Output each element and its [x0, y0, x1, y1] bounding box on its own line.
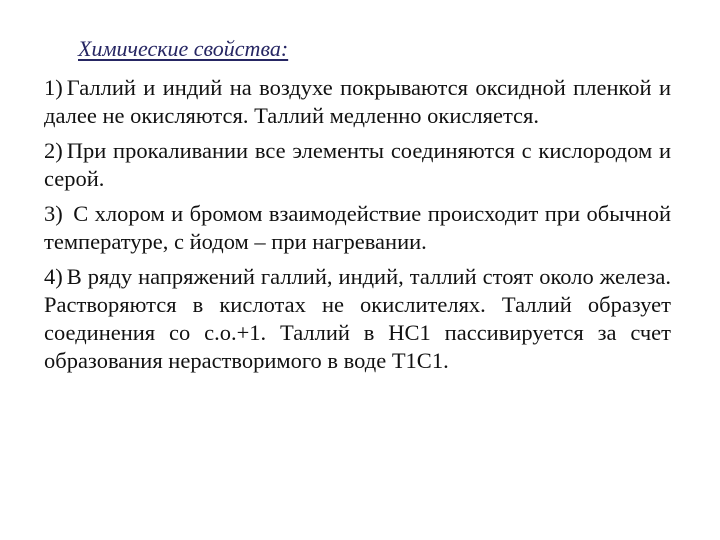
list-item-number: 4)	[44, 264, 63, 289]
list-item-text: С хлором и бромом взаимодействие происходит при обычной температуре, с йодом – при нагревании.	[44, 201, 671, 254]
list-item-text: Галлий и индий на воздухе покрываются оксидной пленкой и далее не окисляются. Таллий медленно окисляется.	[44, 75, 671, 128]
list-item-text: В ряду напряжений галлий, индий, таллий стоят около железа. Растворяются в кислотах не окислителях. Таллий образует соединения со с.о.+1. Таллий в НС1 пассивируется за счет образования нерастворимого в воде Т1С1.	[44, 264, 671, 373]
list-item-number: 1)	[44, 75, 63, 100]
list-item-2	[44, 137, 671, 193]
list-item-3	[44, 200, 671, 256]
slide-body	[44, 74, 671, 382]
slide-title: Химические свойства:	[78, 36, 289, 61]
list-item-1	[44, 74, 671, 130]
list-item-4	[44, 263, 671, 375]
list-item-text: При прокаливании все элементы соединяются с кислородом и серой.	[44, 138, 671, 191]
list-item-number: 3)	[44, 201, 63, 226]
list-item-number: 2)	[44, 138, 63, 163]
